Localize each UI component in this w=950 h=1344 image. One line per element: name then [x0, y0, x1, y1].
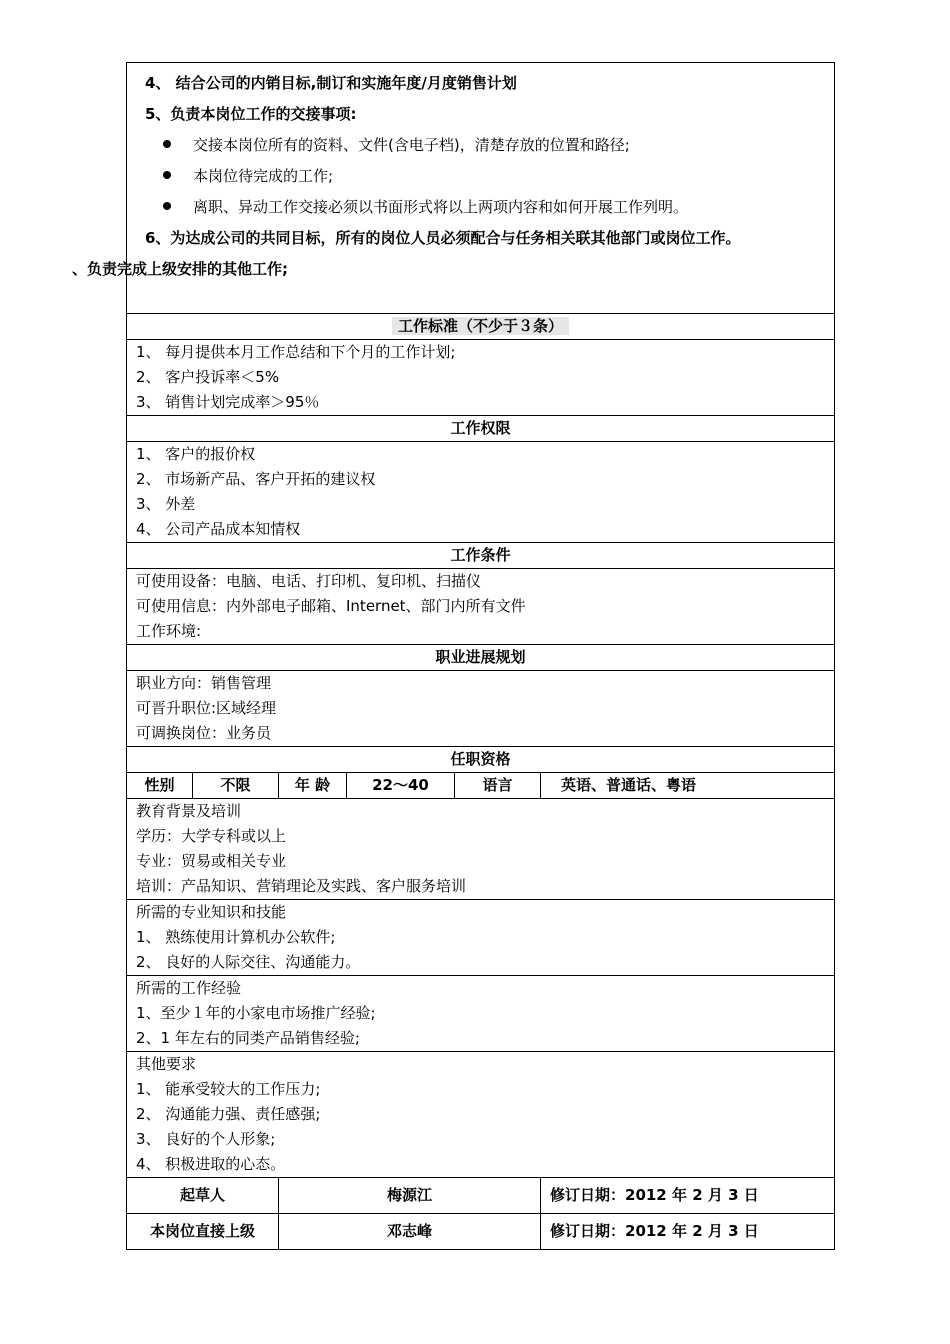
handover-bullet-2	[127, 161, 834, 192]
handover-bullet-text: 离职、异动工作交接必须以书面形式将以上两项内容和如何开展工作列明。	[193, 198, 689, 216]
qualification-row	[127, 773, 835, 799]
experience-line-2: 1、至少１年的小家电市场推广经验;	[136, 1004, 376, 1022]
skills-line-1: 所需的专业知识和技能	[136, 903, 287, 921]
responsibility-item-6: 6、为达成公司的共同目标，所有的岗位人员必须配合与任务相关联其他部门或岗位工作。	[145, 229, 741, 247]
education-line-3: 专业：贸易或相关专业	[136, 852, 287, 870]
handover-bullet-1	[127, 130, 834, 161]
language-label: 语言	[455, 773, 541, 799]
language-value: 英语、普通话、粤语	[541, 773, 835, 799]
condition-line-2: 可使用信息：内外部电子邮箱、Internet、部门内所有文件	[136, 597, 526, 615]
education-line-1: 教育背景及培训	[136, 802, 242, 820]
other-line-2: 1、 能承受较大的工作压力;	[136, 1080, 321, 1098]
age-label: 年 龄	[279, 773, 347, 799]
standards-body	[127, 340, 835, 416]
authority-line-4: 4、 公司产品成本知情权	[136, 520, 301, 538]
job-description-table	[72, 62, 835, 1250]
bullet-icon	[163, 202, 171, 210]
career-body	[127, 671, 835, 747]
experience-line-3: 2、1 年左右的同类产品销售经验;	[136, 1029, 360, 1047]
drafter-name: 梅源江	[279, 1178, 541, 1214]
responsibility-item-5: 5、负责本岗位工作的交接事项:	[145, 105, 357, 123]
other-line-4: 3、 良好的个人形象;	[136, 1130, 276, 1148]
authority-header: 工作权限	[127, 416, 835, 442]
career-line-3: 可调换岗位：业务员	[136, 724, 272, 742]
authority-line-2: 2、 市场新产品、客户开拓的建议权	[136, 470, 376, 488]
standards-title: 工作标准（不少于３条）	[392, 317, 569, 335]
drafter-row	[127, 1178, 835, 1214]
authority-line-3: 3、 外差	[136, 495, 196, 513]
condition-line-3: 工作环境:	[136, 622, 202, 640]
bullet-icon	[163, 140, 171, 148]
gender-label: 性别	[127, 773, 193, 799]
drafter-label: 起草人	[127, 1178, 279, 1214]
career-line-2: 可晋升职位:区域经理	[136, 699, 277, 717]
standard-line-1: 1、 每月提供本月工作总结和下个月的工作计划;	[136, 343, 456, 361]
authority-body	[127, 442, 835, 543]
condition-line-1: 可使用设备：电脑、电话、打印机、复印机、扫描仪	[136, 572, 482, 590]
drafter-date: 修订日期：2012 年 2 月 3 日	[541, 1178, 835, 1214]
responsibility-item-4: 4、 结合公司的内销目标,制订和实施年度/月度销售计划	[145, 74, 517, 92]
responsibilities-cell	[72, 63, 835, 314]
supervisor-row	[127, 1214, 835, 1250]
standard-line-3: 3、 销售计划完成率＞95％	[136, 393, 320, 411]
supervisor-date: 修订日期：2012 年 2 月 3 日	[541, 1214, 835, 1250]
education-line-2: 学历：大学专科或以上	[136, 827, 287, 845]
skills-line-2: 1、 熟练使用计算机办公软件;	[136, 928, 336, 946]
experience-body	[127, 976, 835, 1052]
handover-bullet-3	[127, 192, 834, 223]
handover-bullet-text: 交接本岗位所有的资料、文件(含电子档)，清楚存放的位置和路径;	[193, 136, 630, 154]
responsibilities-block	[72, 63, 834, 313]
bullet-icon	[163, 171, 171, 179]
career-header: 职业进展规划	[127, 645, 835, 671]
career-line-1: 职业方向：销售管理	[136, 674, 272, 692]
handover-bullet-text: 本岗位待完成的工作;	[193, 167, 334, 185]
experience-line-1: 所需的工作经验	[136, 979, 242, 997]
standard-line-2: 2、 客户投诉率＜5%	[136, 368, 280, 386]
gender-value: 不限	[193, 773, 279, 799]
responsibility-item-7: 、负责完成上级安排的其他工作;	[72, 260, 289, 278]
other-line-3: 2、 沟通能力强、责任感强;	[136, 1105, 321, 1123]
supervisor-label: 本岗位直接上级	[127, 1214, 279, 1250]
other-body	[127, 1052, 835, 1178]
other-line-1: 其他要求	[136, 1055, 197, 1073]
authority-line-1: 1、 客户的报价权	[136, 445, 256, 463]
skills-body	[127, 900, 835, 976]
job-description-document	[72, 62, 834, 1250]
conditions-header: 工作条件	[127, 543, 835, 569]
education-line-4: 培训：产品知识、营销理论及实践、客户服务培训	[136, 877, 467, 895]
qualification-header: 任职资格	[127, 747, 835, 773]
other-line-5: 4、 积极进取的心态。	[136, 1155, 286, 1173]
standards-header	[127, 314, 835, 340]
education-body	[127, 799, 835, 900]
skills-line-3: 2、 良好的人际交往、沟通能力。	[136, 953, 361, 971]
supervisor-name: 邓志峰	[279, 1214, 541, 1250]
age-value: 22～40	[347, 773, 455, 799]
conditions-body	[127, 569, 835, 645]
